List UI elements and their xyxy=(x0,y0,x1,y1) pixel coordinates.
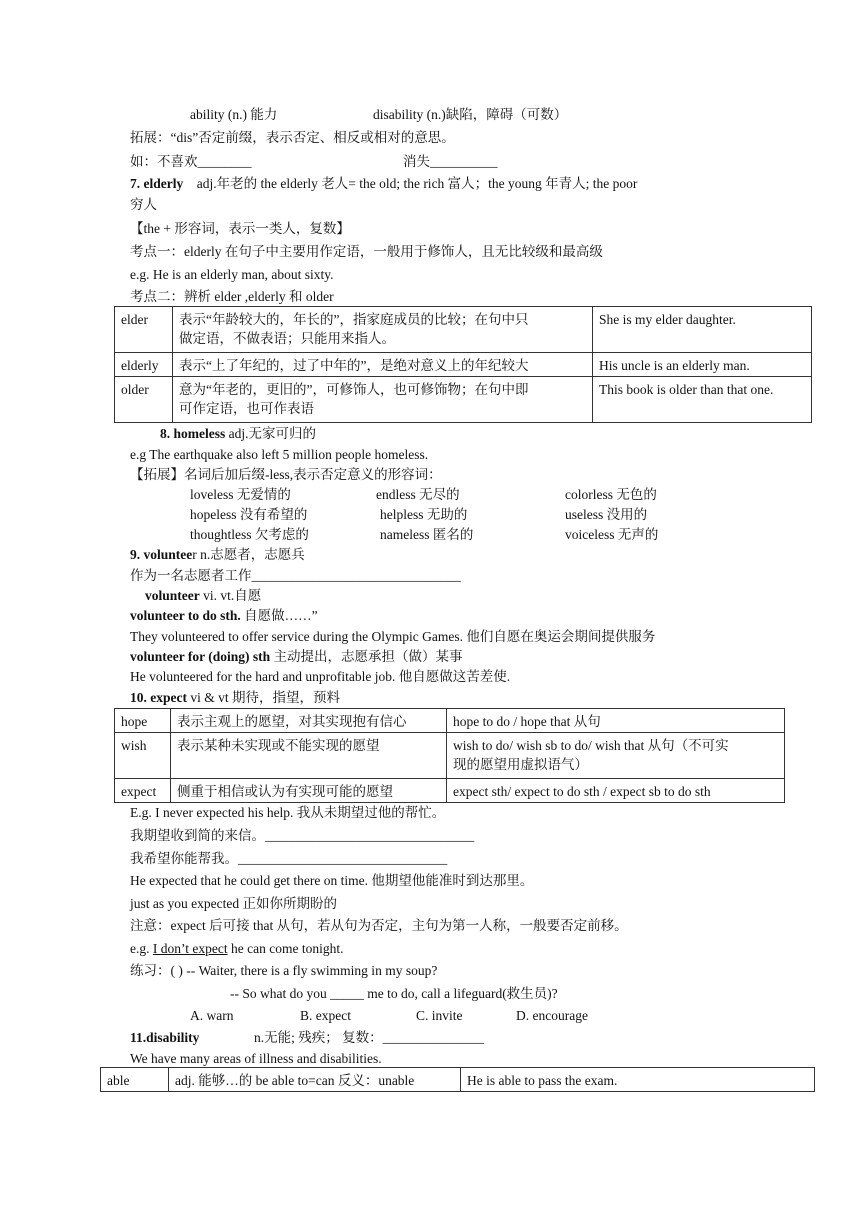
cell-meaning: adj. 能够…的 be able to=can 反义：unable xyxy=(169,1068,461,1092)
dis-example-b: 消失__________ xyxy=(403,154,498,169)
expect-note: 注意：expect 后可接 that 从句，若从句为否定，主句为第一人称，一般要否定前移。 xyxy=(130,918,628,933)
section-7-definition: adj.年老的 the elderly 老人= the old; the rich 富人；the young 年青人; the poor xyxy=(196,176,638,191)
cell-example: She is my elder daughter. xyxy=(593,307,812,353)
elder-comparison-table xyxy=(114,306,812,423)
cell-usage: wish to do/ wish sb to do/ wish that 从句（不可实 现的愿望用虚拟语气） xyxy=(447,733,785,779)
less-suffix-note: 【拓展】名词后加后缀-less,表示否定意义的形容词： xyxy=(130,467,442,482)
hope-wish-expect-table xyxy=(114,708,785,803)
less-word: colorless 无色的 xyxy=(565,487,657,502)
volunteer-for: volunteer for (doing) sth 主动提出，志愿承担（做）某事 xyxy=(130,649,463,664)
option-d: D. encourage xyxy=(516,1008,588,1023)
less-word: voiceless 无声的 xyxy=(565,527,659,542)
less-word: loveless 无爱情的 xyxy=(190,487,291,502)
cell-meaning: 表示某种未实现或不能实现的愿望 xyxy=(171,733,447,779)
cell-term: hope xyxy=(115,709,171,733)
section-11-heading: 11.disability xyxy=(130,1030,200,1045)
option-c: C. invite xyxy=(416,1008,463,1023)
section-9-heading: 9. voluntee xyxy=(130,547,193,562)
volunteer-verb: volunteer vi. vt.自愿 xyxy=(145,588,262,603)
dis-prefix-note: 拓展：“dis”否定前缀，表示否定、相反或相对的意思。 xyxy=(130,130,455,145)
less-word: hopeless 没有希望的 xyxy=(190,507,308,522)
translate-blank-1: 我期望收到简的来信。_______________________________ xyxy=(130,828,475,843)
the-adj-note: 【the + 形容词，表示一类人，复数】 xyxy=(130,221,350,236)
cell-term: elder xyxy=(115,307,173,353)
cell-term: able xyxy=(101,1068,169,1092)
expect-example-3: e.g. I don’t expect he can come tonight. xyxy=(130,941,344,956)
exercise-question: 练习：( ) -- Waiter, there is a fly swimming in my soup? xyxy=(130,963,438,978)
cell-usage: hope to do / hope that 从句 xyxy=(447,709,785,733)
volunteer-blank: 作为一名志愿者工作_______________________________ xyxy=(130,568,461,583)
homeless-example: e.g The earthquake also left 5 million people homeless. xyxy=(130,447,429,462)
cell-meaning: 表示“上了年纪的，过了中年的”，是绝对意义上的年纪较大 xyxy=(173,353,593,377)
ability-line-a: ability (n.) 能力 xyxy=(190,107,278,122)
option-a: A. warn xyxy=(190,1008,234,1023)
less-word: endless 无尽的 xyxy=(376,487,460,502)
section-10-heading: 10. expect xyxy=(130,690,187,705)
option-b: B. expect xyxy=(300,1008,351,1023)
cell-meaning: 意为“年老的，更旧的”，可修饰人，也可修饰物；在句中即 可作定语，也可作表语 xyxy=(173,377,593,423)
expect-example-2: He expected that he could get there on time. 他期望他能准时到达那里。 xyxy=(130,873,534,888)
less-word: thoughtless 欠考虑的 xyxy=(190,527,309,542)
elderly-example: e.g. He is an elderly man, about sixty. xyxy=(130,267,334,282)
just-as-expected: just as you expected 正如你所期盼的 xyxy=(130,896,337,911)
cell-example: His uncle is an elderly man. xyxy=(593,353,812,377)
volunteer-example-2: He volunteered for the hard and unprofitable job. 他自愿做这苦差使. xyxy=(130,669,511,684)
section-9 xyxy=(130,546,305,564)
less-word: useless 没用的 xyxy=(565,507,648,522)
cell-term: elderly xyxy=(115,353,173,377)
less-word: helpless 无助的 xyxy=(380,507,468,522)
cell-usage: expect sth/ expect to do sth / expect sb to do sth xyxy=(447,779,785,803)
volunteer-example-1: They volunteered to offer service during the Olympic Games. 他们自愿在奥运会期间提供服务 xyxy=(130,629,656,644)
section-11-definition: n.无能; 残疾； 复数：_______________ xyxy=(254,1030,484,1045)
cell-meaning: 表示“年龄较大的，年长的”，指家庭成员的比较；在句中只 做定语，不做表语；只能用来指人。 xyxy=(173,307,593,353)
section-7-cont: 穷人 xyxy=(130,197,157,212)
cell-meaning: 表示主观上的愿望，对其实现抱有信心 xyxy=(171,709,447,733)
section-10 xyxy=(130,689,340,707)
section-8-heading: 8. homeless xyxy=(160,426,226,441)
cell-example: He is able to pass the exam. xyxy=(461,1068,815,1092)
able-table xyxy=(100,1067,815,1092)
exercise-reply: -- So what do you _____ me to do, call a lifeguard(救生员)? xyxy=(230,986,558,1001)
cell-term: expect xyxy=(115,779,171,803)
section-7 xyxy=(130,175,637,193)
point-two: 考点二：辨析 elder ,elderly 和 older xyxy=(130,289,334,304)
less-word: nameless 匿名的 xyxy=(380,527,474,542)
disability-example: We have many areas of illness and disabilities. xyxy=(130,1051,382,1066)
section-8 xyxy=(160,425,316,443)
section-7-heading: 7. elderly xyxy=(130,176,184,191)
section-9-definition: r n.志愿者，志愿兵 xyxy=(192,547,305,562)
cell-term: older xyxy=(115,377,173,423)
expect-example-1: E.g. I never expected his help. 我从未期望过他的帮忙。 xyxy=(130,805,446,820)
volunteer-to-do: volunteer to do sth. 自愿做……” xyxy=(130,608,318,623)
section-8-definition: adj.无家可归的 xyxy=(225,426,316,441)
ability-line-b: disability (n.)缺陷，障碍（可数） xyxy=(373,107,568,122)
dis-example-a: 如：不喜欢________ xyxy=(130,154,252,169)
point-one: 考点一：elderly 在句子中主要用作定语，一般用于修饰人，且无比较级和最高级 xyxy=(130,244,603,259)
cell-example: This book is older than that one. xyxy=(593,377,812,423)
section-10-definition: vi & vt 期待，指望，预料 xyxy=(186,690,340,705)
translate-blank-2: 我希望你能帮我。_______________________________ xyxy=(130,851,448,866)
cell-term: wish xyxy=(115,733,171,779)
cell-meaning: 侧重于相信或认为有实现可能的愿望 xyxy=(171,779,447,803)
